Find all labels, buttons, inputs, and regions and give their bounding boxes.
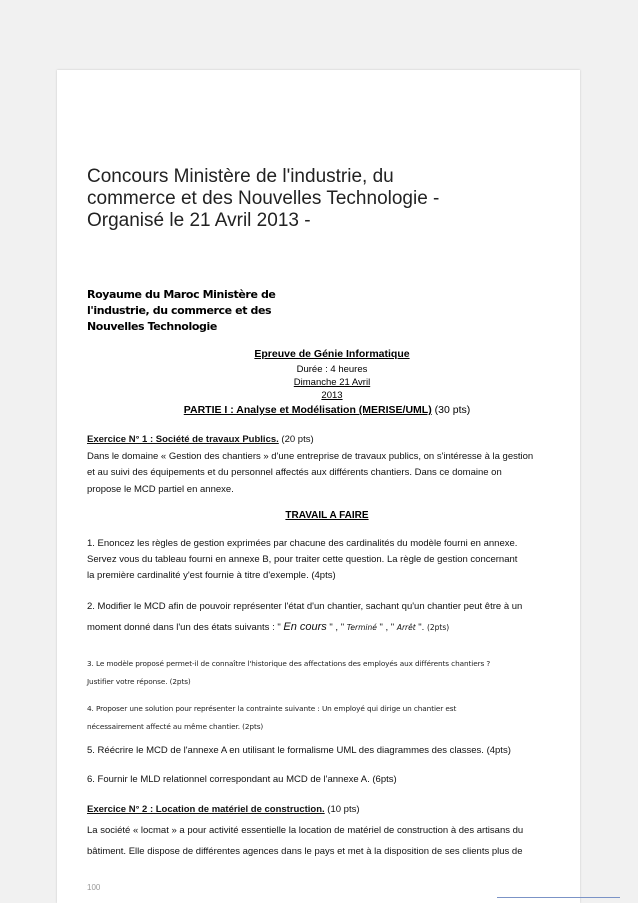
- state-arret: Arrêt: [396, 623, 416, 632]
- question-2-sep-2: " , ": [376, 622, 397, 633]
- question-6: 6. Fournir le MLD relationnel correspondant au MCD de l'annexe A. (6pts): [87, 774, 397, 785]
- question-1-line-3: la première cardinalité y'est fournie à titre d'exemple. (4pts): [87, 570, 336, 581]
- exercise-2-line-2: bâtiment. Elle dispose de différentes agences dans le pays et met à la disposition de ses clients plus de: [87, 846, 523, 857]
- exam-duration: Durée : 4 heures: [296, 364, 368, 375]
- question-4: [87, 700, 567, 736]
- question-3-line-2: Justifier votre réponse. (2pts): [87, 677, 191, 686]
- exam-subject: Epreuve de Génie Informatique: [254, 348, 410, 360]
- question-1-line-2: Servez vous du tableau fourni en annexe B, pour traiter cette question. La règle de gestion concernant: [87, 554, 518, 565]
- exercise-1-points: (20 pts): [278, 434, 314, 445]
- question-2-points: (2pts): [426, 623, 450, 632]
- org-line-1: Royaume du Maroc Ministère de: [87, 288, 276, 301]
- organization-header: [87, 287, 277, 335]
- exercise-1-title: Exercice N° 1 : Société de travaux Publics.: [87, 434, 279, 445]
- exercise-1-line-1: Dans le domaine « Gestion des chantiers » d'une entreprise de travaux publics, on s'intéresse à la gestion: [87, 450, 534, 462]
- question-3-line-1: 3. Le modèle proposé permet-il de connaître l'historique des affectations des employés aux différents chantiers ?: [87, 659, 491, 668]
- question-5: 5. Réécrire le MCD de l'annexe A en utilisant le formalisme UML des diagrammes des classes. (4pts): [87, 745, 511, 756]
- exercise-2-title: Exercice N° 2 : Location de matériel de construction.: [87, 804, 325, 815]
- document-title: Concours Ministère de l'industrie, du commerce et des Nouvelles Technologie - Organisé le 21 Avril 2013 -: [87, 166, 440, 231]
- question-4-line-2: nécessairement affecté au même chantier. (2pts): [87, 722, 264, 731]
- exercise-1-line-3: propose le MCD partiel en annexe.: [87, 483, 234, 495]
- exercise-2: [87, 799, 567, 862]
- exercise-1-line-2: et au suivi des équipements et du personnel affectés aux différents chantiers. Dans ce domaine on: [87, 467, 502, 478]
- state-en-cours: En cours: [283, 621, 327, 633]
- part-heading: [87, 404, 567, 416]
- part-title: PARTIE I : Analyse et Modélisation (MERISE/UML): [183, 404, 432, 416]
- document-page: [57, 70, 580, 903]
- question-2: [87, 597, 567, 638]
- question-1: [87, 536, 567, 584]
- exercise-2-line-1: La société « locmat » a pour activité essentielle la location de matériel de construction à des artisans du: [87, 825, 524, 836]
- exercise-1: [87, 432, 567, 498]
- work-to-do-heading: TRAVAIL A FAIRE: [285, 510, 369, 521]
- question-2-text: moment donné dans l'un des états suivants : ": [87, 622, 284, 633]
- page-link-underline[interactable]: [497, 897, 620, 898]
- exam-date: [212, 376, 452, 402]
- question-4-line-1: 4. Proposer une solution pour représenter la contrainte suivante : Un employé qui dirige un chantier est: [87, 704, 457, 713]
- cut-off-text: 100: [87, 883, 101, 892]
- question-2-sep-3: ".: [415, 622, 427, 633]
- org-line-2: l'industrie, du commerce et des: [87, 304, 272, 317]
- question-2-line-1: 2. Modifier le MCD afin de pouvoir représenter l'état d'un chantier, sachant qu'un chantier peut être à un: [87, 601, 523, 612]
- exam-date-line-2: 2013: [321, 390, 343, 401]
- question-3: [87, 655, 567, 691]
- question-1-line-1: 1. Enoncez les règles de gestion exprimées par chacune des cardinalités du modèle fourni en annexe.: [87, 538, 518, 549]
- question-2-sep-1: " , ": [326, 622, 347, 633]
- question-2-line-2: [87, 617, 567, 638]
- org-line-3: Nouvelles Technologie: [87, 320, 217, 333]
- exercise-2-points: (10 pts): [324, 804, 360, 815]
- part-points: (30 pts): [431, 404, 471, 416]
- exam-date-line-1: Dimanche 21 Avril: [293, 377, 371, 388]
- state-termine: Terminé: [346, 623, 377, 632]
